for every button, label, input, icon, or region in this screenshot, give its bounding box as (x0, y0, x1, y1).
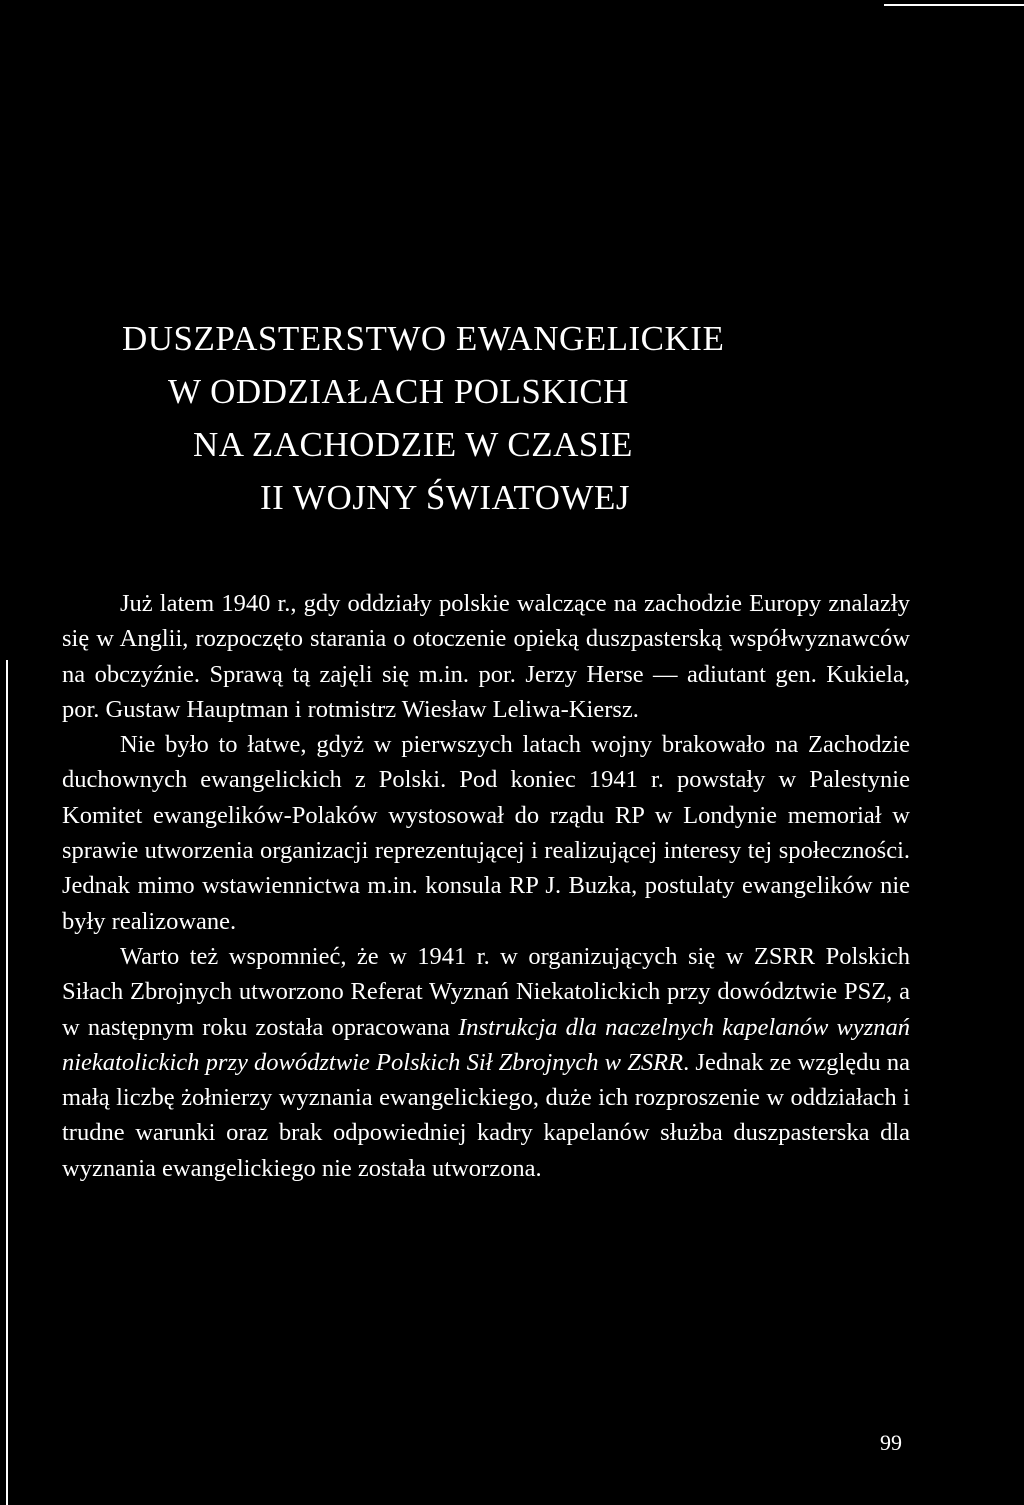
body-text (62, 586, 910, 1186)
page-number: 99 (880, 1430, 902, 1455)
title-line-4: II WOJNY ŚWIATOWEJ (260, 478, 630, 517)
paragraph-3-text-end: . Jednak ze względu na małą liczbę żołnierzy wyznania ewangelickiego, duże ich rozproszenie w oddziałach i trudne warunki oraz brak odpowiedniej kadry kapelanów służba duszpasterska dla wyznania ewangelickiego nie została utworzona. (62, 1048, 910, 1182)
title-line-3: NA ZACHODZIE W CZASIE (193, 425, 633, 464)
title-line-1: DUSZPASTERSTWO EWANGELICKIE (122, 319, 725, 358)
chapter-title (0, 312, 1024, 524)
instruction-title-italic: Instrukcja dla naczelnych kapelanów wyznań niekatolickich przy dowództwie Polskich Sił Zbrojnych w ZSRR (62, 1013, 910, 1076)
paragraph-1: Już latem 1940 r., gdy oddziały polskie walczące na zachodzie Europy znalazły się w Anglii, rozpoczęto starania o otoczenie opieką duszpasterską współwyznawców na obczyźnie. Sprawą tą zajęli się m.in. por. Jerzy Herse — adiutant gen. Kukiela, por. Gustaw Hauptman i rotmistrz Wiesław Leliwa-Kiersz. (62, 590, 910, 723)
paragraph-2: Nie było to łatwe, gdyż w pierwszych latach wojny brakowało na Zachodzie duchownych ewangelickich z Polski. Pod koniec 1941 r. powstały w Palestynie Komitet ewangelików-Polaków wystosował do rządu RP w Londynie memoriał w sprawie utworzenia organizacji reprezentującej i realizującej interesy tej społeczności. Jednak mimo wstawiennictwa m.in. konsula RP J. Buzka, postulaty ewangelików nie były realizowane. (62, 731, 910, 935)
paragraph-3-text-start: Warto też wspomnieć, że w 1941 r. w organizujących się w ZSRR Polskich Siłach Zbrojnych utworzono Referat Wyznań Niekatolickich przy dowództwie PSZ, a w następnym roku została opracowana (62, 942, 910, 1041)
top-rule (884, 4, 1024, 6)
title-line-2: W ODDZIAŁACH POLSKICH (168, 372, 629, 411)
paragraph-3 (62, 939, 910, 1186)
side-rule (6, 660, 8, 1505)
